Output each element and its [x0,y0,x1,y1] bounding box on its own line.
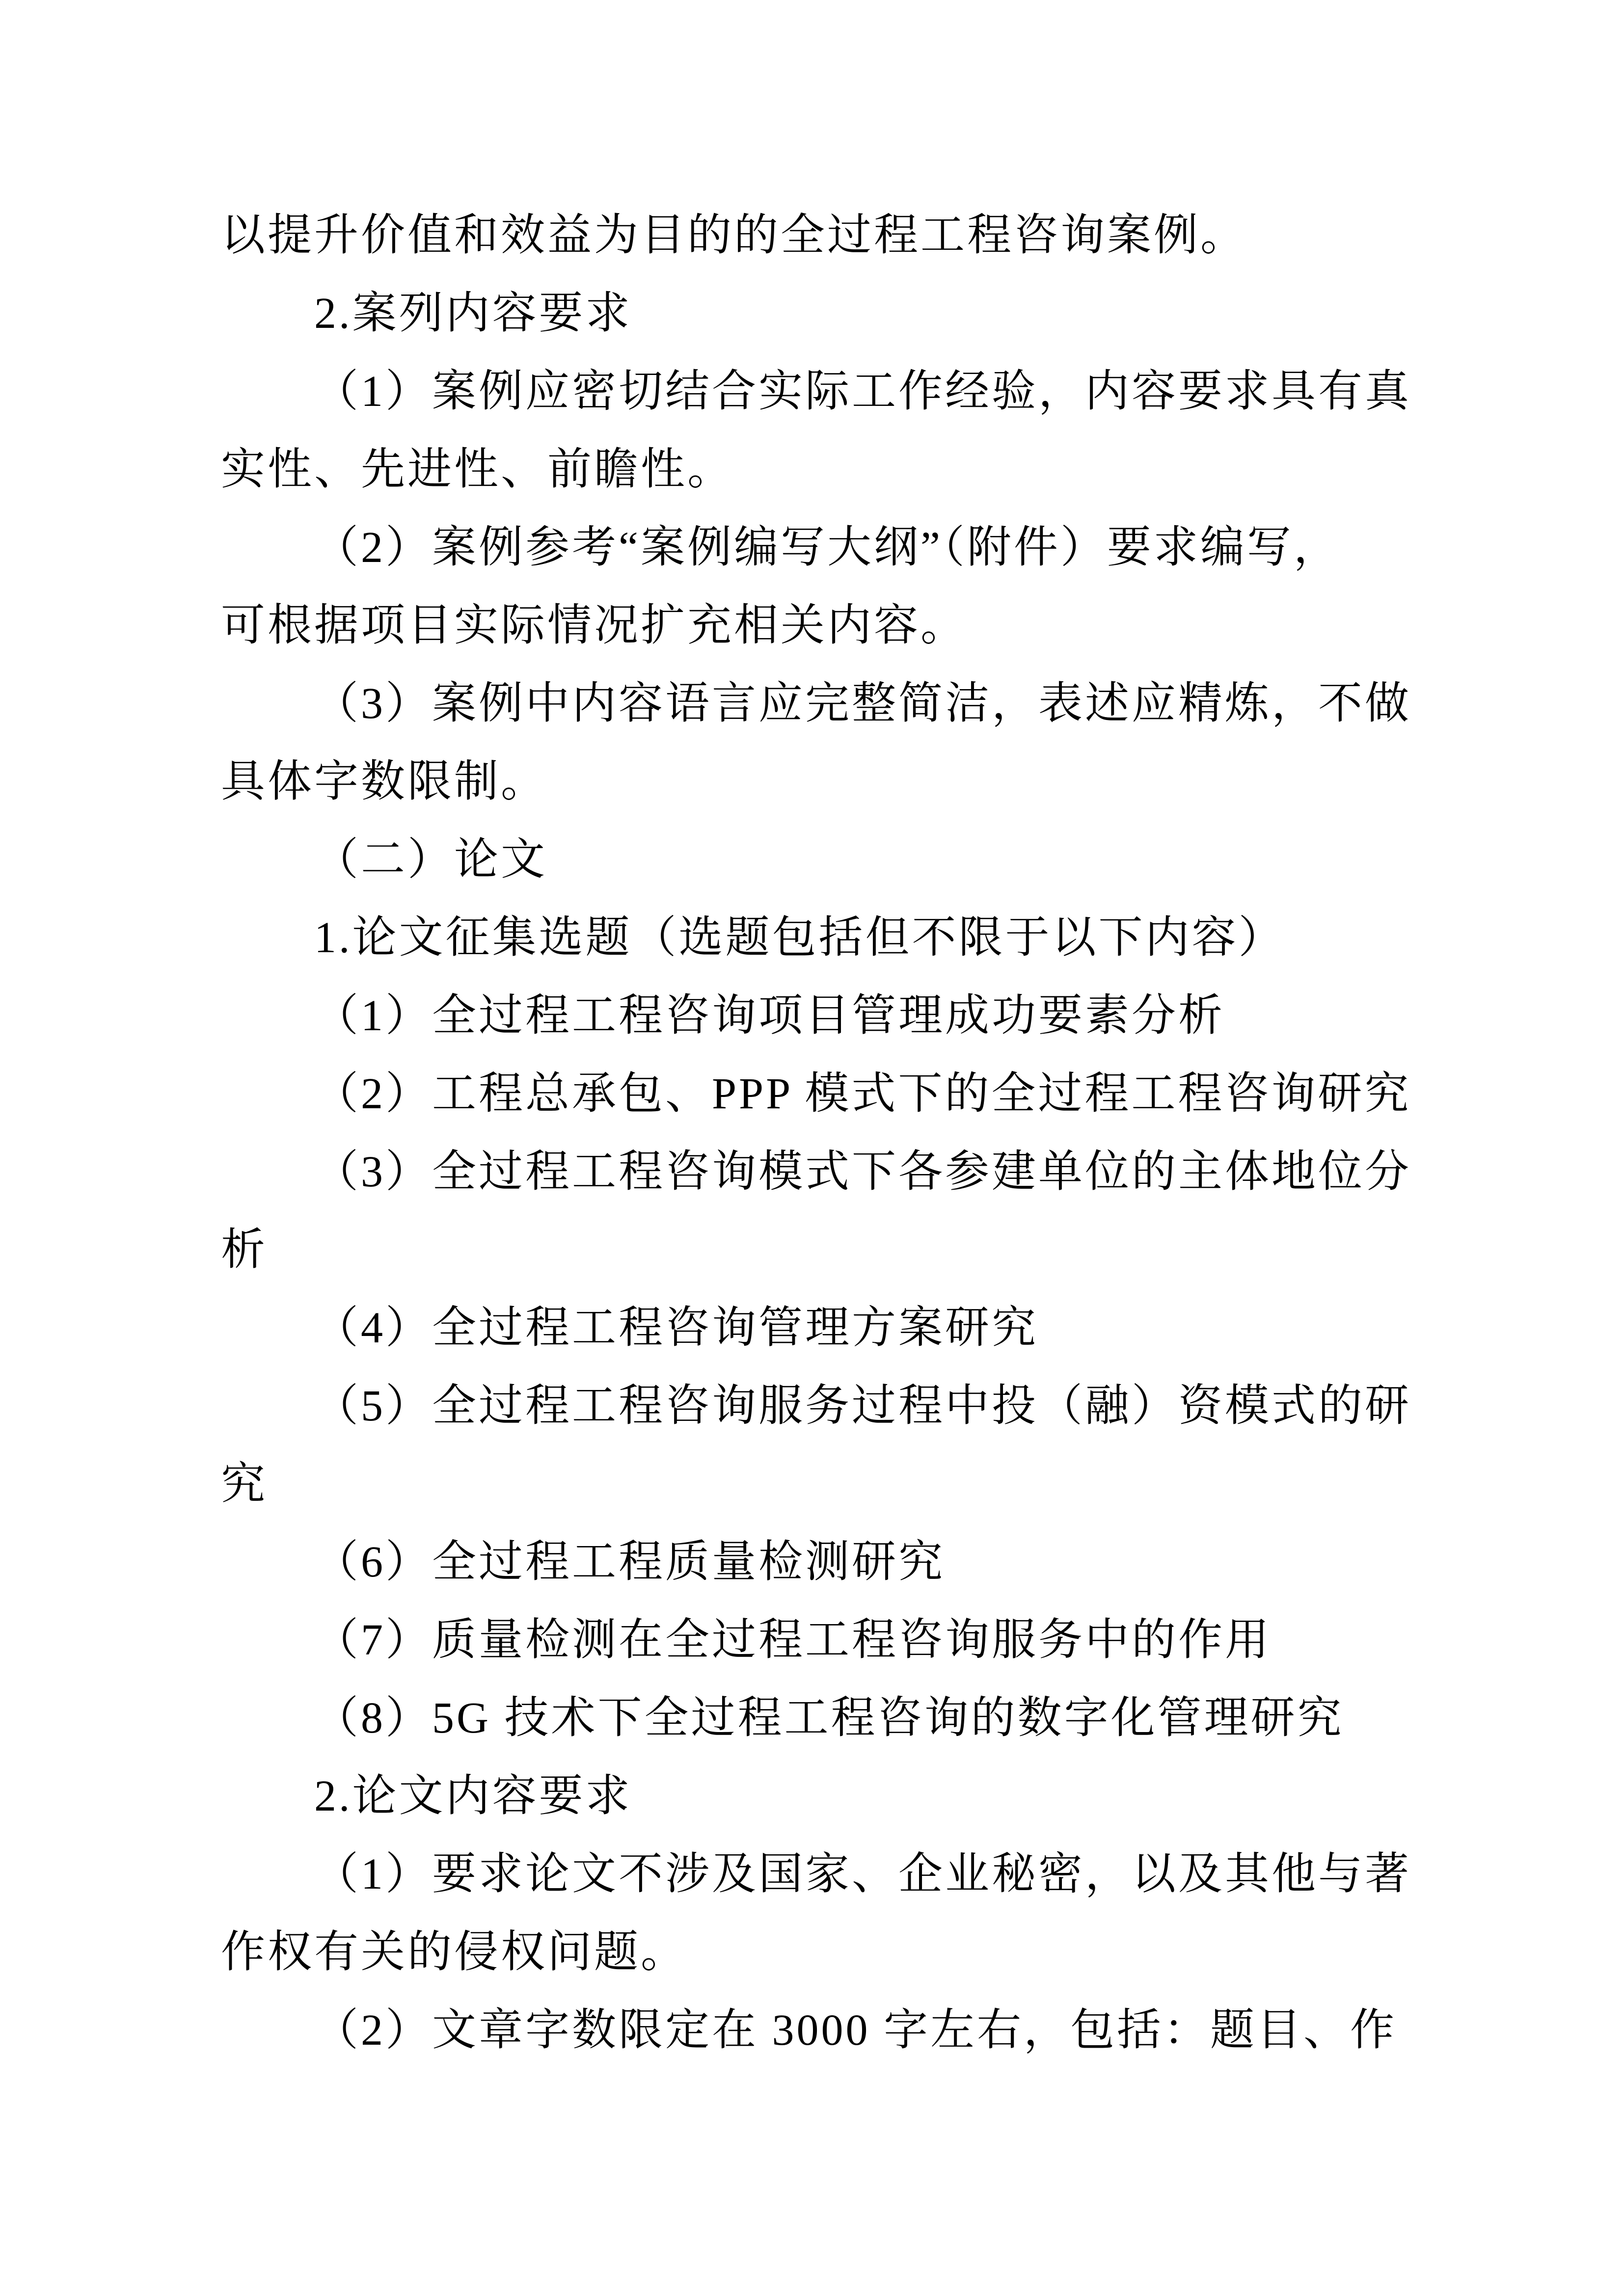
text-line: 以提升价值和效益为目的的全过程工程咨询案例。 [221,211,1247,260]
document-text-block [221,196,1438,2069]
text-line: （2）案例参考“案例编写大纲”（附件）要求编写， [314,523,1340,572]
text-line: 1.论文征集选题（选题包括但不限于以下内容） [314,913,1285,962]
text-line: （8）5G 技术下全过程工程咨询的数字化管理研究 [314,1694,1344,1742]
text-line: （3）全过程工程咨询模式下各参建单位的主体地位分 [314,1148,1411,1196]
text-line: （1）要求论文不涉及国家、企业秘密，以及其他与著 [314,1850,1411,1898]
text-line: （3）案例中内容语言应完整简洁，表述应精炼，不做 [314,679,1411,728]
text-line: （4）全过程工程咨询管理方案研究 [314,1304,1038,1352]
text-line: （6）全过程工程质量检测研究 [314,1538,945,1586]
text-line: 析 [221,1226,268,1274]
text-line: 可根据项目实际情况扩充相关内容。 [221,601,967,650]
text-line: 2.论文内容要求 [314,1772,632,1820]
text-line: （1）案例应密切结合实际工作经验，内容要求具有真 [314,367,1411,416]
text-line: 作权有关的侵权问题。 [221,1928,687,1976]
text-line: （2）文章字数限定在 3000 字左右，包括：题目、作 [314,2006,1397,2055]
text-line: （5）全过程工程咨询服务过程中投（融）资模式的研 [314,1382,1411,1430]
text-line: （7）质量检测在全过程工程咨询服务中的作用 [314,1616,1272,1664]
text-line: （2）工程总承包、PPP 模式下的全过程工程咨询研究 [314,1069,1411,1118]
text-line: 究 [221,1460,268,1508]
text-line: （1）全过程工程咨询项目管理成功要素分析 [314,991,1225,1040]
text-line: 实性、先进性、前瞻性。 [221,445,734,494]
text-line: 2.案列内容要求 [314,289,632,338]
text-line: （二）论文 [314,835,547,884]
text-line: 具体字数限制。 [221,757,547,806]
